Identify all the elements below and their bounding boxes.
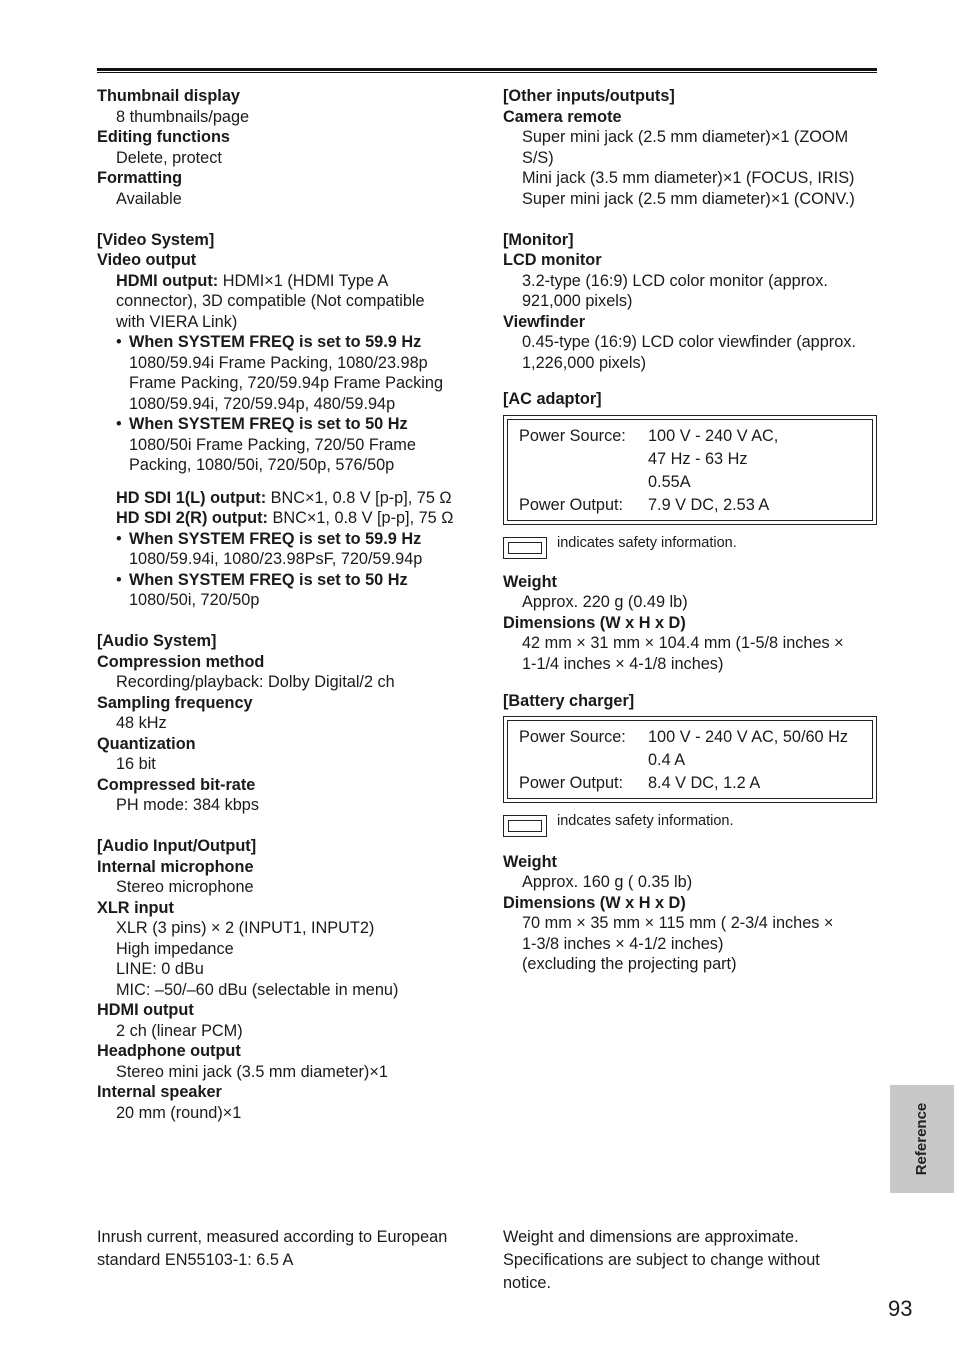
spec-value: MIC: –50/–60 dBu (selectable in menu) — [116, 980, 399, 999]
bullet-text: 1080/59.94i, 720/59.94p, 480/59.94p — [129, 394, 396, 413]
spec-heading: Dimensions (W x H x D) — [503, 613, 686, 632]
spec-heading: Dimensions (W x H x D) — [503, 893, 686, 912]
spec-value: Stereo microphone — [116, 878, 254, 896]
box-value: 0.55A — [648, 472, 691, 491]
spec-value: Available — [116, 189, 182, 208]
spec-heading: Weight — [503, 852, 557, 871]
section-title: [Monitor] — [503, 230, 574, 249]
spec-value: (excluding the projecting part) — [522, 955, 737, 973]
spec-value: 16 bit — [116, 755, 156, 773]
left-column — [97, 86, 477, 1123]
section-title: [Other inputs/outputs] — [503, 87, 675, 105]
spec-heading: Video output — [97, 251, 197, 269]
spec-heading: Compressed bit-rate — [97, 775, 256, 794]
box-value: 100 V - 240 V AC, — [648, 426, 779, 445]
side-tab-label: Reference — [912, 1102, 930, 1176]
spec-heading: Internal microphone — [97, 857, 254, 876]
bullet-text: 1080/50i, 720/50p — [129, 591, 260, 609]
spec-value: 1,226,000 pixels) — [522, 353, 647, 372]
section-title: [Video System] — [97, 230, 215, 249]
top-rule — [97, 68, 877, 71]
spec-heading: Editing functions — [97, 128, 230, 146]
bullet-text: 1080/59.94i Frame Packing, 1080/23.98p — [129, 353, 428, 372]
bullet-text: 1080/59.94i, 1080/23.98PsF, 720/59.94p — [129, 550, 423, 568]
bullet-item: • When SYSTEM FREQ is set to 59.9 Hz — [116, 529, 422, 548]
spec-value: connector), 3D compatible (Not compatible — [116, 292, 425, 310]
section-title: [Audio Input/Output] — [97, 837, 257, 855]
spec-heading: Internal speaker — [97, 1083, 222, 1101]
box-label: Power Source: — [519, 727, 626, 746]
spec-value: 1-3/8 inches × 4-1/2 inches) — [522, 934, 724, 953]
right-column — [503, 86, 877, 975]
spec-heading: Sampling frequency — [97, 693, 253, 712]
spec-heading: Headphone output — [97, 1042, 241, 1060]
page-number: 93 — [888, 1296, 913, 1321]
spec-value: Recording/playback: Dolby Digital/2 ch — [116, 673, 395, 691]
footnote-right: Weight and dimensions are approximate. Specifications are subject to change without notice. — [503, 1228, 820, 1292]
spec-value: HD SDI 2(R) output: BNC×1, 0.8 V [p-p], 75 Ω — [116, 509, 454, 527]
spec-value: HDMI output: HDMI×1 (HDMI Type A — [116, 271, 389, 290]
bullet-item: • When SYSTEM FREQ is set to 59.9 Hz — [116, 333, 422, 351]
safety-note: indicates safety information. — [503, 533, 877, 559]
bullet-text: 1080/50i Frame Packing, 720/50 Frame — [129, 435, 416, 454]
spec-heading: Weight — [503, 572, 557, 591]
spec-value: Super mini jack (2.5 mm diameter)×1 (CONV.) — [522, 189, 855, 208]
spec-heading: Quantization — [97, 734, 196, 753]
spec-value: 2 ch (linear PCM) — [116, 1021, 243, 1040]
spec-value: Stereo mini jack (3.5 mm diameter)×1 — [116, 1062, 388, 1081]
bullet-text: Frame Packing, 720/59.94p Frame Packing — [129, 374, 444, 392]
spec-value: 70 mm × 35 mm × 115 mm ( 2-3/4 inches × — [522, 914, 834, 932]
spec-value: S/S) — [522, 148, 554, 167]
spec-heading: Compression method — [97, 652, 265, 671]
bullet-item: • When SYSTEM FREQ is set to 50 Hz — [116, 415, 408, 433]
section-title: [AC adaptor] — [503, 390, 602, 408]
box-value: 0.4 A — [648, 750, 686, 769]
spec-value: LINE: 0 dBu — [116, 960, 204, 978]
spec-heading: Thumbnail display — [97, 87, 240, 105]
box-value: 7.9 V DC, 2.53 A — [648, 495, 770, 514]
spec-value: PH mode: 384 kbps — [116, 796, 259, 814]
box-value: 47 Hz - 63 Hz — [648, 449, 748, 468]
bullet-text: Packing, 1080/50i, 720/50p, 576/50p — [129, 456, 395, 474]
box-label: Power Output: — [519, 773, 624, 792]
safety-symbol-icon — [503, 537, 547, 559]
spec-value: Super mini jack (2.5 mm diameter)×1 (ZOOM — [522, 128, 849, 146]
spec-heading: Formatting — [97, 169, 183, 187]
box-label: Power Source: — [519, 426, 626, 445]
spec-heading: HDMI output — [97, 1001, 194, 1019]
top-rule-thin — [97, 72, 877, 73]
section-title: [Audio System] — [97, 632, 217, 650]
spec-value: Mini jack (3.5 mm diameter)×1 (FOCUS, IRIS) — [522, 169, 855, 187]
spec-value: 20 mm (round)×1 — [116, 1103, 242, 1122]
spec-heading: LCD monitor — [503, 251, 602, 269]
safety-symbol-icon — [503, 815, 547, 837]
spec-value: Delete, protect — [116, 148, 222, 167]
spec-value: with VIERA Link) — [116, 312, 238, 331]
spec-value: XLR (3 pins) × 2 (INPUT1, INPUT2) — [116, 919, 375, 937]
spec-heading: XLR input — [97, 898, 174, 917]
inline-label: HDMI output: — [116, 271, 219, 290]
spec-value: 48 kHz — [116, 714, 167, 732]
spec-value: 1-1/4 inches × 4-1/8 inches) — [522, 654, 724, 673]
spec-value: 42 mm × 31 mm × 104.4 mm (1-5/8 inches × — [522, 634, 844, 652]
spec-value: High impedance — [116, 939, 234, 958]
spec-value: Approx. 220 g (0.49 lb) — [522, 593, 688, 611]
box-label: Power Output: — [519, 495, 624, 514]
spec-value: 921,000 pixels) — [522, 292, 633, 310]
spec-value: Approx. 160 g ( 0.35 lb) — [522, 873, 693, 891]
footnote-left: Inrush current, measured according to European standard EN55103-1: 6.5 A — [97, 1228, 448, 1269]
spec-value: 0.45-type (16:9) LCD color viewfinder (approx. — [522, 333, 856, 351]
spec-value: 3.2-type (16:9) LCD color monitor (approx. — [522, 271, 828, 290]
spec-heading: Camera remote — [503, 107, 622, 126]
safety-note: indcates safety information. — [503, 811, 877, 837]
spec-heading: Viewfinder — [503, 312, 586, 331]
section-title: [Battery charger] — [503, 692, 635, 710]
box-value: 100 V - 240 V AC, 50/60 Hz — [648, 727, 849, 746]
bullet-item: • When SYSTEM FREQ is set to 50 Hz — [116, 570, 408, 589]
charger-power-box — [503, 716, 877, 803]
spec-value: 8 thumbnails/page — [116, 107, 250, 126]
box-value: 8.4 V DC, 1.2 A — [648, 773, 761, 792]
ac-power-box — [503, 415, 877, 525]
section-side-tab — [890, 1085, 954, 1193]
spec-value: HD SDI 1(L) output: BNC×1, 0.8 V [p-p], 75 Ω — [116, 488, 452, 507]
